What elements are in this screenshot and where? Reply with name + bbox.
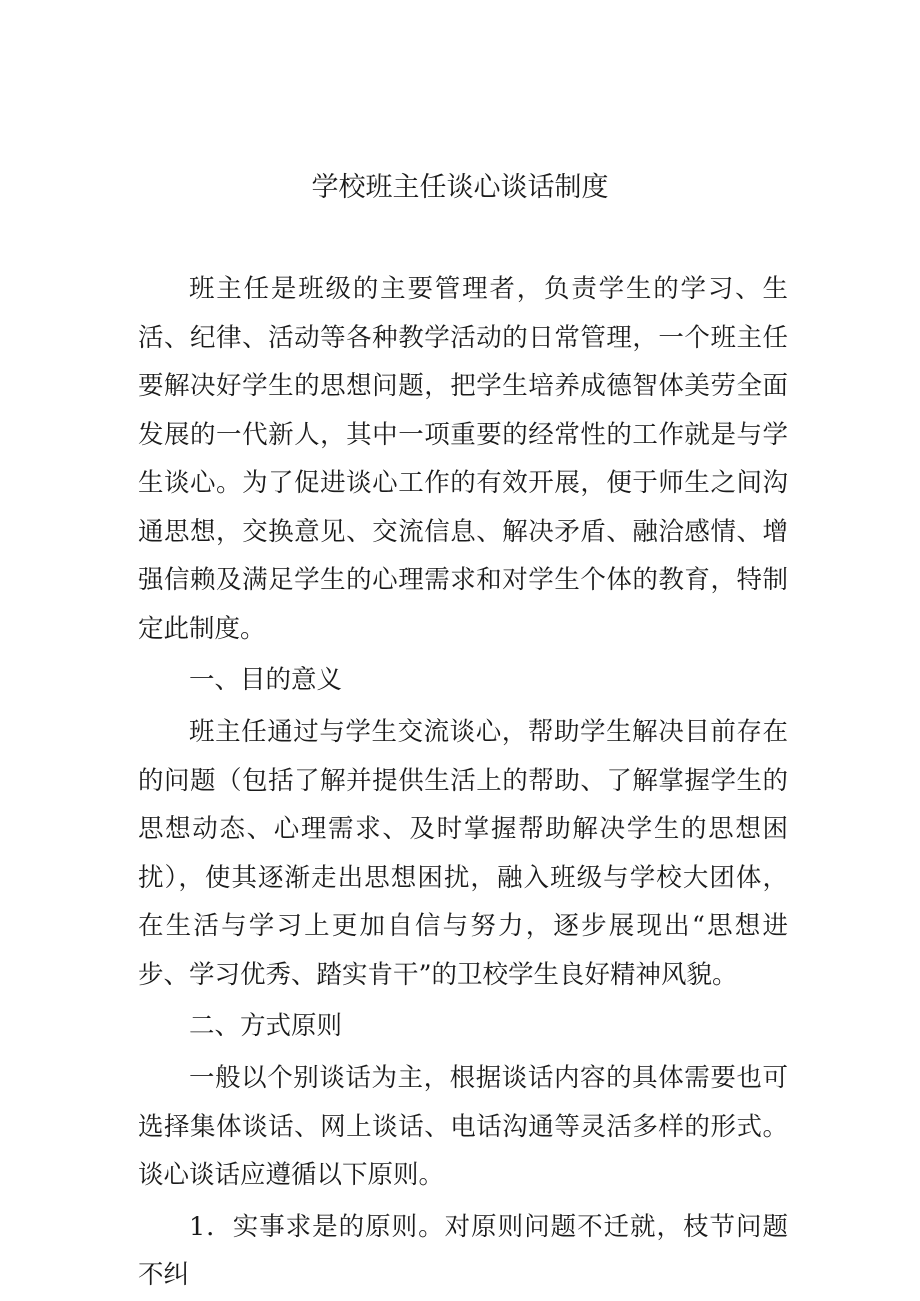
principle-item-1: 1．实事求是的原则。对原则问题不迁就，枝节问题不纠 xyxy=(138,1211,788,1290)
intro-paragraph: 班主任是班级的主要管理者，负责学生的学习、生活、纪律、活动等各种教学活动的日常管理，一个班主任要解决好学生的思想问题，把学生培养成德智体美劳全面发展的一代新人，其中一项重要的经常性的工作就是与学生谈心。为了促进谈心工作的有效开展，便于师生之间沟通思想，交换意见、交流信息、解决矛盾、融洽感情、增强信赖及满足学生的心理需求和对学生个体的教育，特制定此制度。 xyxy=(138,274,788,644)
document-body xyxy=(138,265,788,1300)
purpose-paragraph: 班主任通过与学生交流谈心，帮助学生解决目前存在的问题（包括了解并提供生活上的帮助、了解掌握学生的思想动态、心理需求、及时掌握帮助解决学生的思想困扰），使其逐渐走出思想困扰，融入班级与学校大团体，在生活与学习上更加自信与努力，逐步展现出“思想进步、学习优秀、踏实肯干”的卫校学生良好精神风貌。 xyxy=(138,717,788,990)
section-heading-purpose: 一、目的意义 xyxy=(189,665,343,695)
section-heading-principles: 二、方式原则 xyxy=(189,1011,343,1041)
principles-paragraph: 一般以个别谈话为主，根据谈话内容的具体需要也可选择集体谈话、网上谈话、电话沟通等灵活多样的形式。谈心谈话应遵循以下原则。 xyxy=(138,1063,788,1190)
document-title: 学校班主任谈心谈话制度 xyxy=(311,172,609,203)
